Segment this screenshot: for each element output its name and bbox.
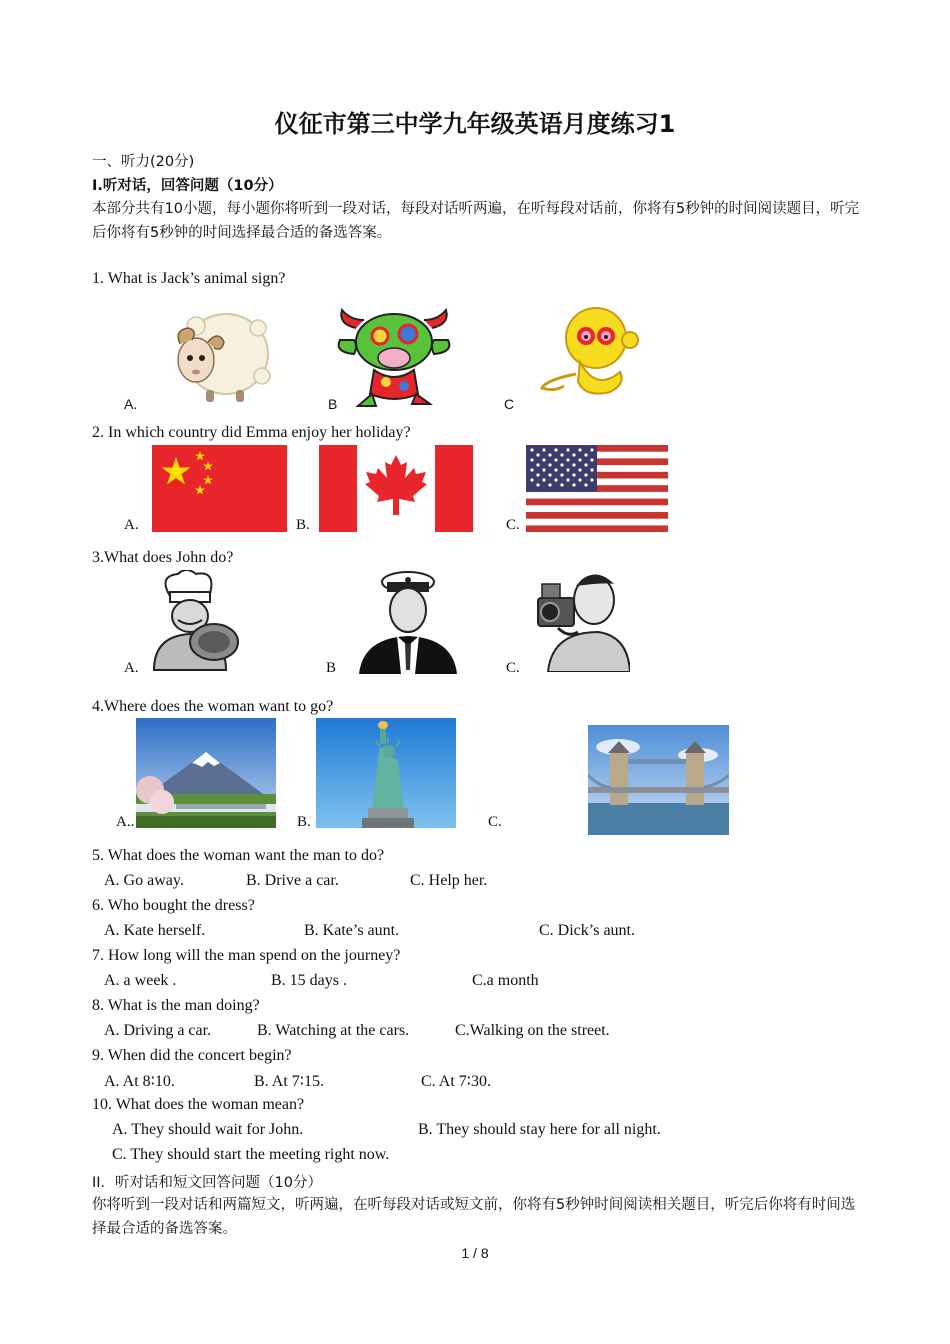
part1-heading: Ⅰ.听对话，回答问题（10分）	[92, 178, 283, 194]
q3-option-b-label: B	[326, 660, 337, 676]
page-number: 1 / 8	[461, 1245, 489, 1261]
part1-instructions: 本部分共有10小题，每小题你将听到一段对话，每段对话听两遍，在听每段对话前，你将有5秒钟的时间阅读题目，听完后你将有5秒钟的时间选择最合适的备选答案。	[92, 201, 860, 241]
q3-option-a-label: A.	[124, 660, 139, 676]
question-8: 8. What is the man doing?	[92, 997, 260, 1014]
q2-option-a-label: A.	[124, 517, 139, 533]
cook-icon	[140, 570, 242, 674]
q4-option-b-label: B.	[297, 814, 311, 830]
question-6: 6. Who bought the dress?	[92, 897, 255, 914]
q5-option-a: A. Go away.	[104, 872, 184, 889]
q5-option-b: B. Drive a car.	[246, 872, 339, 889]
q4-option-c-label: C.	[488, 814, 502, 830]
mount-fuji-photo	[136, 718, 276, 828]
q4-option-a-label: A..	[116, 814, 135, 830]
q3-option-c-label: C.	[506, 660, 520, 676]
statue-of-liberty-photo	[316, 718, 456, 828]
question-2: 2. In which country did Emma enjoy her holiday?	[92, 424, 411, 441]
cameraman-icon	[528, 570, 630, 672]
q8-option-c: C.Walking on the street.	[455, 1022, 610, 1039]
q8-option-b: B. Watching at the cars.	[257, 1022, 410, 1039]
section2-heading: II．听对话和短文回答问题（10分）	[92, 1175, 323, 1191]
ox-icon	[334, 306, 454, 410]
tower-bridge-photo	[588, 725, 729, 835]
sheep-icon	[168, 306, 272, 404]
question-5: 5. What does the woman want the man to do?	[92, 847, 385, 864]
question-1: 1. What is Jack’s animal sign?	[92, 270, 286, 287]
question-7: 7. How long will the man spend on the journey?	[92, 947, 401, 964]
china-flag	[152, 445, 287, 532]
q7-option-a: A. a week .	[104, 972, 177, 989]
q2-option-c-label: C.	[506, 517, 520, 533]
q10-option-b: B. They should stay here for all night.	[418, 1121, 661, 1138]
page-title: 仪征市第三中学九年级英语月度练习1	[274, 110, 676, 138]
q10-option-a: A. They should wait for John.	[112, 1121, 304, 1138]
q10-option-c: C. They should start the meeting right now.	[112, 1146, 390, 1163]
q6-option-a: A. Kate herself.	[104, 922, 206, 939]
q7-option-b: B. 15 days .	[271, 972, 347, 989]
section1-heading: 一、听力(20分)	[92, 154, 195, 170]
q1-option-c-label: C	[504, 396, 515, 412]
q5-option-c: C. Help her.	[410, 872, 488, 889]
q9-option-b: B. At 7∶15.	[254, 1073, 324, 1090]
q8-option-a: A. Driving a car.	[104, 1022, 212, 1039]
q2-option-b-label: B.	[296, 517, 310, 533]
monkey-icon	[540, 304, 644, 396]
q9-option-a: A. At 8∶10.	[104, 1073, 175, 1090]
canada-flag	[319, 445, 473, 532]
officer-icon	[357, 570, 459, 674]
q6-option-b: B. Kate’s aunt.	[304, 922, 400, 939]
question-10: 10. What does the woman mean?	[92, 1096, 305, 1113]
usa-flag	[526, 445, 668, 532]
q7-option-c: C.a month	[472, 972, 539, 989]
q9-option-c: C. At 7∶30.	[421, 1073, 491, 1090]
section2-instructions: 你将听到一段对话和两篇短文，听两遍，在听每段对话或短文前，你将有5秒钟时间阅读相关题目，听完后你将有时间选择最合适的备选答案。	[92, 1197, 856, 1237]
q1-option-b-label: B	[328, 396, 338, 412]
q6-option-c: C. Dick’s aunt.	[539, 922, 635, 939]
question-3: 3.What does John do?	[92, 549, 234, 566]
question-4: 4.Where does the woman want to go?	[92, 698, 334, 715]
question-9: 9. When did the concert begin?	[92, 1047, 292, 1064]
q1-option-a-label: A.	[124, 396, 138, 412]
